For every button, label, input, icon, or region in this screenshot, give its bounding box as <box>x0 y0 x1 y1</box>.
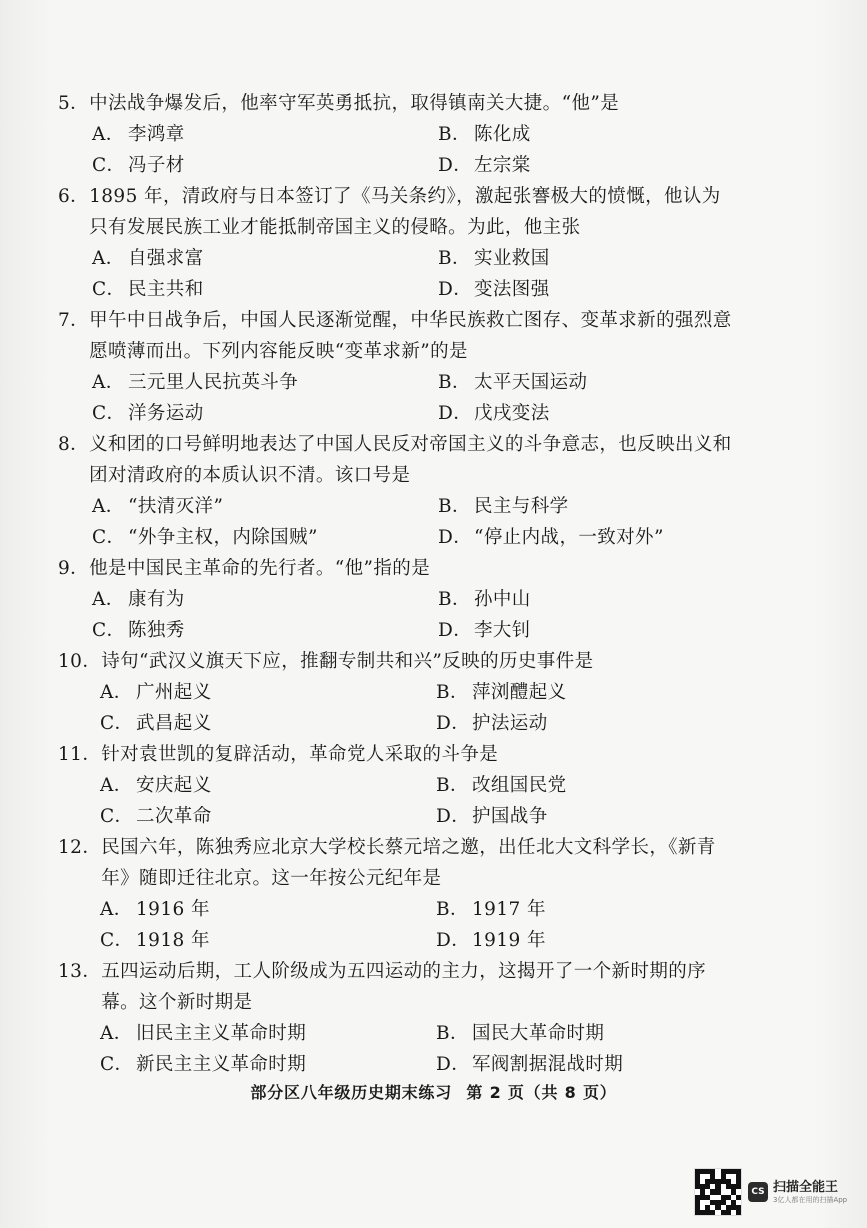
answer-option <box>438 243 738 274</box>
option-label: C． <box>92 155 126 176</box>
option-label: B． <box>438 248 471 269</box>
answer-option <box>100 925 436 956</box>
option-text: 国民大革命时期 <box>472 1023 605 1044</box>
question-text: 他是中国民主革命的先行者。“他”指的是 <box>89 558 431 579</box>
answer-option <box>92 243 438 274</box>
question-text: 1895 年，清政府与日本签订了《马关条约》，激起张謇极大的愤慨，他认为只有发展民族工业才能抵制帝国主义的侵略。为此，他主张 <box>89 186 721 238</box>
option-label: D． <box>438 279 473 300</box>
question-text: 甲午中日战争后，中国人民逐渐觉醒，中华民族救亡图存、变革求新的强烈意愿喷薄而出。下列内容能反映“变革求新”的是 <box>89 310 732 362</box>
answer-option <box>436 677 736 708</box>
answer-option <box>92 398 438 429</box>
scanner-watermark <box>694 1166 864 1218</box>
option-text: 1919 年 <box>472 930 546 951</box>
option-grid <box>58 894 738 956</box>
option-label: A． <box>100 899 133 920</box>
question <box>58 553 738 646</box>
option-grid <box>58 119 738 181</box>
question-stem <box>58 553 738 584</box>
answer-option <box>438 150 738 181</box>
option-text: 太平天国运动 <box>474 372 588 393</box>
answer-option <box>100 770 436 801</box>
question-stem <box>58 305 738 367</box>
question-stem <box>58 88 738 119</box>
option-label: D． <box>436 930 471 951</box>
option-text: 1917 年 <box>472 899 546 920</box>
option-label: B． <box>436 899 469 920</box>
option-label: B． <box>438 589 471 610</box>
question-number: 10． <box>58 651 102 672</box>
option-text: 萍浏醴起义 <box>472 682 567 703</box>
option-label: D． <box>438 527 473 548</box>
answer-option <box>436 1018 736 1049</box>
option-label: A． <box>92 496 125 517</box>
option-text: 护法运动 <box>472 713 548 734</box>
option-label: D． <box>438 155 473 176</box>
question <box>58 181 738 305</box>
option-label: D． <box>436 806 471 827</box>
question-list <box>58 88 738 1080</box>
question-text: 针对袁世凯的复辟活动，革命党人采取的斗争是 <box>101 744 499 765</box>
answer-option <box>92 584 438 615</box>
option-text: 康有为 <box>128 589 185 610</box>
question-stem <box>58 181 738 243</box>
option-text: 李鸿章 <box>128 124 185 145</box>
answer-option <box>100 677 436 708</box>
option-grid <box>58 367 738 429</box>
option-grid <box>58 491 738 553</box>
option-text: 1918 年 <box>136 930 210 951</box>
option-text: 护国战争 <box>472 806 548 827</box>
option-label: C． <box>100 713 134 734</box>
option-label: A． <box>92 589 125 610</box>
question-stem <box>58 832 738 894</box>
option-label: B． <box>436 1023 469 1044</box>
question <box>58 956 738 1080</box>
option-grid <box>58 243 738 305</box>
answer-option <box>436 925 736 956</box>
option-label: C． <box>92 279 126 300</box>
question-text: 义和团的口号鲜明地表达了中国人民反对帝国主义的斗争意志，也反映出义和团对清政府的本质认识不清。该口号是 <box>89 434 732 486</box>
option-text: 二次革命 <box>136 806 212 827</box>
option-grid <box>58 584 738 646</box>
option-label: C． <box>100 1054 134 1075</box>
option-text: 左宗棠 <box>474 155 531 176</box>
option-grid <box>58 1018 738 1080</box>
option-label: C． <box>92 403 126 424</box>
option-label: A． <box>92 124 125 145</box>
answer-option <box>92 491 438 522</box>
option-text: 实业救国 <box>474 248 550 269</box>
footer-page-number: 第 2 页（共 8 页） <box>466 1083 617 1102</box>
answer-option <box>92 522 438 553</box>
option-label: C． <box>92 527 126 548</box>
question-number: 8． <box>58 434 90 455</box>
question <box>58 832 738 956</box>
qr-code-icon <box>694 1168 742 1216</box>
option-text: “停止内战，一致对外” <box>474 527 664 548</box>
question-text: 民国六年，陈独秀应北京大学校长蔡元培之邀，出任北大文科学长，《新青年》随即迁往北京。这一年按公元纪年是 <box>101 837 716 889</box>
answer-option <box>436 770 736 801</box>
answer-option <box>438 367 738 398</box>
option-label: C． <box>100 806 134 827</box>
answer-option <box>92 367 438 398</box>
answer-option <box>438 119 738 150</box>
scanner-badge-text <box>773 1180 847 1205</box>
question-stem <box>58 429 738 491</box>
answer-option <box>438 522 738 553</box>
question <box>58 646 738 739</box>
question-number: 7． <box>58 310 90 331</box>
answer-option <box>438 615 738 646</box>
question <box>58 739 738 832</box>
question-number: 13． <box>58 961 102 982</box>
option-label: C． <box>92 620 126 641</box>
option-grid <box>58 770 738 832</box>
option-text: “外争主权，内除国贼” <box>128 527 318 548</box>
question-number: 5． <box>58 93 90 114</box>
question-stem <box>58 646 738 677</box>
option-text: 变法图强 <box>474 279 550 300</box>
answer-option <box>438 491 738 522</box>
option-label: A． <box>100 775 133 796</box>
question-stem <box>58 739 738 770</box>
question-number: 12． <box>58 837 102 858</box>
footer-title: 部分区八年级历史期末练习 <box>250 1083 453 1102</box>
answer-option <box>100 1018 436 1049</box>
option-text: 陈化成 <box>474 124 531 145</box>
answer-option <box>100 708 436 739</box>
question-number: 9． <box>58 558 90 579</box>
option-label: B． <box>438 372 471 393</box>
question <box>58 429 738 553</box>
question-number: 11． <box>58 744 102 765</box>
option-text: 军阀割据混战时期 <box>472 1054 624 1075</box>
option-label: B． <box>436 682 469 703</box>
camscanner-logo-icon: CS <box>748 1182 768 1202</box>
option-text: 新民主主义革命时期 <box>136 1054 307 1075</box>
answer-option <box>436 801 736 832</box>
answer-option <box>436 708 736 739</box>
answer-option <box>438 274 738 305</box>
question <box>58 88 738 181</box>
page-footer <box>0 1080 867 1103</box>
option-text: 1916 年 <box>136 899 210 920</box>
option-text: 广州起义 <box>136 682 212 703</box>
answer-option <box>438 584 738 615</box>
option-text: 改组国民党 <box>472 775 567 796</box>
option-label: B． <box>438 124 471 145</box>
answer-option <box>100 894 436 925</box>
option-label: A． <box>92 248 125 269</box>
question-stem <box>58 956 738 1018</box>
option-label: A． <box>100 682 133 703</box>
option-text: 陈独秀 <box>128 620 185 641</box>
answer-option <box>436 894 736 925</box>
answer-option <box>100 801 436 832</box>
answer-option <box>92 274 438 305</box>
scanner-name: 扫描全能王 <box>773 1179 839 1195</box>
option-label: D． <box>438 403 473 424</box>
option-text: 冯子材 <box>128 155 185 176</box>
option-text: 民主共和 <box>128 279 204 300</box>
option-label: A． <box>92 372 125 393</box>
option-text: 武昌起义 <box>136 713 212 734</box>
answer-option <box>92 119 438 150</box>
answer-option <box>438 398 738 429</box>
option-label: C． <box>100 930 134 951</box>
question <box>58 305 738 429</box>
answer-option <box>100 1049 436 1080</box>
option-label: A． <box>100 1023 133 1044</box>
question-text: 五四运动后期，工人阶级成为五四运动的主力，这揭开了一个新时期的序幕。这个新时期是 <box>101 961 707 1013</box>
option-label: D． <box>436 1054 471 1075</box>
option-text: 自强求富 <box>128 248 204 269</box>
option-text: 洋务运动 <box>128 403 204 424</box>
option-text: 安庆起义 <box>136 775 212 796</box>
option-text: 三元里人民抗英斗争 <box>128 372 299 393</box>
question-text: 中法战争爆发后，他率守军英勇抵抗，取得镇南关大捷。“他”是 <box>89 93 620 114</box>
option-text: 民主与科学 <box>474 496 569 517</box>
question-text: 诗句“武汉义旗天下应，推翻专制共和兴”反映的历史事件是 <box>101 651 594 672</box>
answer-option <box>436 1049 736 1080</box>
option-label: D． <box>436 713 471 734</box>
option-text: 旧民主主义革命时期 <box>136 1023 307 1044</box>
question-number: 6． <box>58 186 90 207</box>
option-text: 李大钊 <box>474 620 531 641</box>
option-text: 戊戌变法 <box>474 403 550 424</box>
option-label: D． <box>438 620 473 641</box>
scanner-tagline: 3亿人都在用的扫描App <box>773 1195 848 1204</box>
option-label: B． <box>436 775 469 796</box>
option-text: “扶清灭洋” <box>128 496 224 517</box>
option-text: 孙中山 <box>474 589 531 610</box>
option-grid <box>58 677 738 739</box>
answer-option <box>92 150 438 181</box>
option-label: B． <box>438 496 471 517</box>
answer-option <box>92 615 438 646</box>
